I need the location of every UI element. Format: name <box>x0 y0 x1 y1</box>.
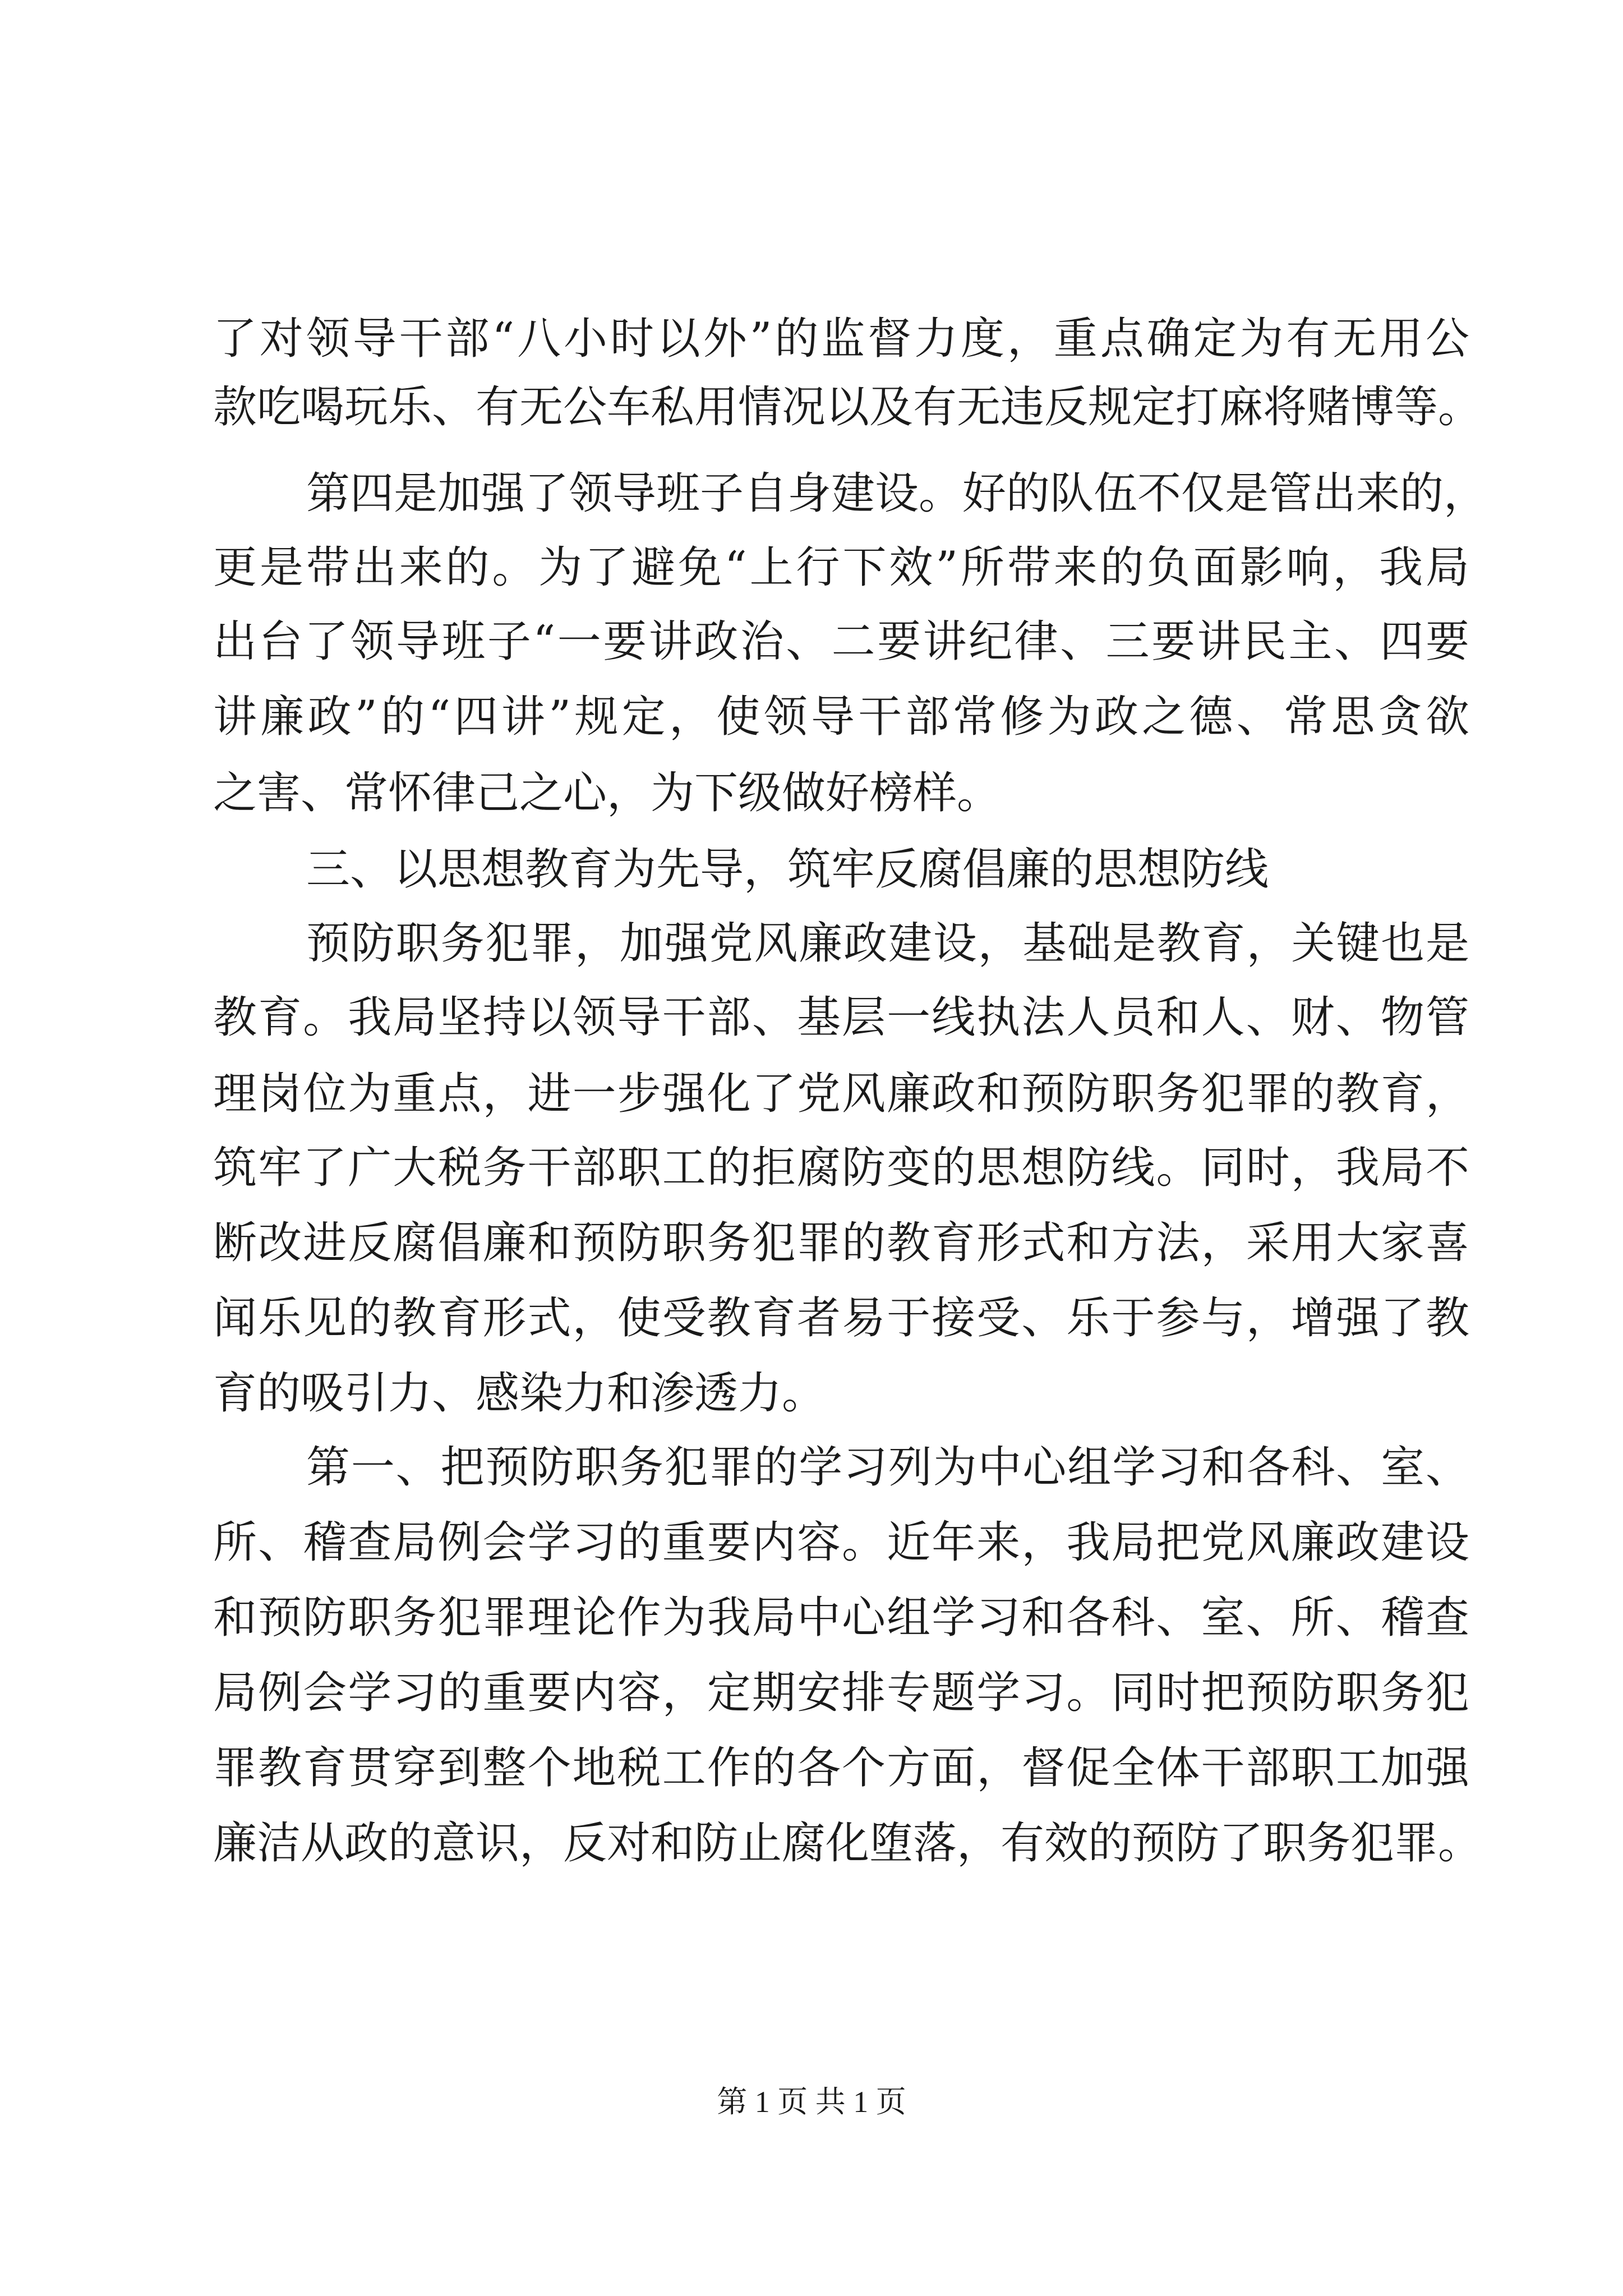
body-line-6: 讲廉政”的“四讲”规定，使领导干部常修为政之德、常思贪欲 <box>213 692 1469 742</box>
body-line-12: 筑牢了广大税务干部职工的拒腐防变的思想防线。同时，我局不 <box>213 1143 1469 1193</box>
page-footer: 第 1 页 共 1 页 <box>717 2085 906 2119</box>
body-line-10: 教育。我局坚持以领导干部、基层一线执法人员和人、财、物管 <box>213 992 1469 1043</box>
body-line-3: 第四是加强了领导班子自身建设。好的队伍不仅是管出来的， <box>306 468 1488 519</box>
body-line-11: 理岗位为重点，进一步强化了党风廉政和预防职务犯罪的教育， <box>213 1069 1469 1119</box>
body-line-21: 廉洁从政的意识，反对和防止腐化堕落，有效的预防了职务犯罪。 <box>213 1818 1482 1869</box>
body-line-9: 预防职务犯罪，加强党风廉政建设，基础是教育，关键也是 <box>306 918 1469 969</box>
body-line-13: 断改进反腐倡廉和预防职务犯罪的教育形式和方法，采用大家喜 <box>213 1218 1469 1268</box>
body-line-19: 局例会学习的重要内容，定期安排专题学习。同时把预防职务犯 <box>213 1668 1469 1718</box>
body-line-18: 和预防职务犯罪理论作为我局中心组学习和各科、室、所、稽查 <box>213 1593 1469 1643</box>
body-line-5: 出台了领导班子“一要讲政治、二要讲纪律、三要讲民主、四要 <box>213 616 1469 667</box>
body-line-15: 育的吸引力、感染力和渗透力。 <box>213 1368 826 1419</box>
section-heading: 三、以思想教育为先导，筑牢反腐倡廉的思想防线 <box>306 844 1269 895</box>
body-line-17: 所、稽查局例会学习的重要内容。近年来，我局把党风廉政建设 <box>213 1517 1469 1568</box>
body-line-14: 闻乐见的教育形式，使受教育者易于接受、乐于参与，增强了教 <box>213 1293 1469 1343</box>
body-line-4: 更是带出来的。为了避免“上行下效”所带来的负面影响，我局 <box>213 542 1469 593</box>
body-line-7: 之害、常怀律己之心，为下级做好榜样。 <box>213 768 1001 818</box>
body-line-1: 了对领导干部“八小时以外”的监督力度，重点确定为有无用公 <box>213 314 1469 364</box>
body-line-2: 款吃喝玩乐、有无公车私用情况以及有无违反规定打麻将赌博等。 <box>213 382 1482 432</box>
body-line-16: 第一、把预防职务犯罪的学习列为中心组学习和各科、室、 <box>306 1442 1469 1493</box>
body-line-20: 罪教育贯穿到整个地税工作的各个方面，督促全体干部职工加强 <box>213 1743 1469 1793</box>
